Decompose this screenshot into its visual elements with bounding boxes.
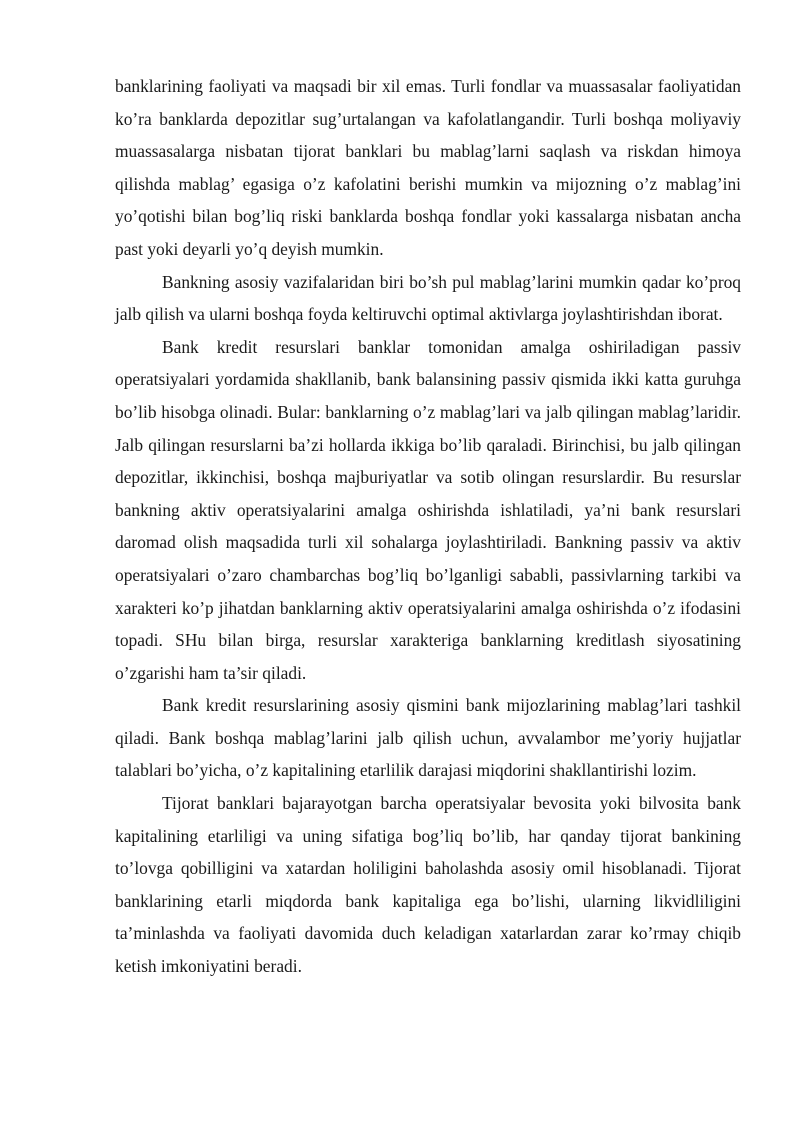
document-page (115, 70, 741, 983)
paragraph-bank-main-task: Bankning asosiy vazifalaridan biri bo’sh pul mablag’larini mumkin qadar ko’proq jalb qilish va ularni boshqa foyda keltiruvchi optimal aktivlarga joylashtirishdan iborat. (115, 271, 741, 325)
paragraph-credit-resources: Bank kredit resurslari banklar tomonidan amalga oshiriladigan passiv operatsiyalari yordamida shakllanib, bank balansining passiv qismida ikki katta guruhga bo’lib hisobga olinadi. Bular: banklarning o’z mablag’lari va jalb qilingan mablag’laridir. Jalb qilingan resurslarni ba’zi hollarda ikkiga bo’lib qaraladi. Birinchisi, bu jalb qilingan depozitlar, ikkinchisi, boshqa majburiyatlar va sotib olingan resurslardir. Bu resurslar bankning aktiv operatsiyalarini amalga oshirishda ishlatiladi, ya’ni bank resurslari daromad olish maqsadida turli xil sohalarga joylashtiriladi. Bankning passiv va aktiv operatsiyalari o’zaro chambarchas bog’liq bo’lganligi sababli, passivlarning tarkibi va xarakteri ko’p jihatdan banklarning aktiv operatsiyalarini amalga oshirishda o’z ifodasini topadi. SHu bilan birga, resurslar xarakteriga banklarning kreditlash siyosatining o’zgarishi ham ta’sir qiladi. (115, 336, 741, 683)
paragraph-continuation: banklarining faoliyati va maqsadi bir xil emas. Turli fondlar va muassasalar faoliyatidan ko’ra banklarda depozitlar sug’urtalangan va kafolatlangandir. Turli boshqa moliyaviy muassasalarga nisbatan tijorat banklari bu mablag’larni saqlash va riskdan himoya qilishda mablag’ egasiga o’z kafolatini berishi mumkin va mijozning o’z mablag’ini yo’qotishi bilan bog’liq riski banklarda boshqa fondlar yoki kassalarga nisbatan ancha past yoki deyarli yo’q deyish mumkin. (115, 76, 741, 259)
paragraph-client-funds: Bank kredit resurslarining asosiy qismini bank mijozlarining mablag’lari tashkil qiladi. Bank boshqa mablag’larini jalb qilish uchun, avvalambor me’yoriy hujjatlar talablari bo’yicha, o’z kapitalining etarlilik darajasi miqdorini shakllantirishi lozim. (115, 695, 741, 781)
paragraph-capital-adequacy: Tijorat banklari bajarayotgan barcha operatsiyalar bevosita yoki bilvosita bank kapitalining etarliligi va uning sifatiga bog’liq bo’lib, har qanday tijorat bankining to’lovga qobilligini va xatardan holiligini baholashda asosiy omil hisoblanadi. Tijorat banklarining etarli miqdorda bank kapitaliga ega bo’lishi, ularning likvidliligini ta’minlashda va faoliyati davomida duch keladigan xatarlardan zarar ko’rmay chiqib ketish imkoniyatini beradi. (115, 793, 741, 977)
